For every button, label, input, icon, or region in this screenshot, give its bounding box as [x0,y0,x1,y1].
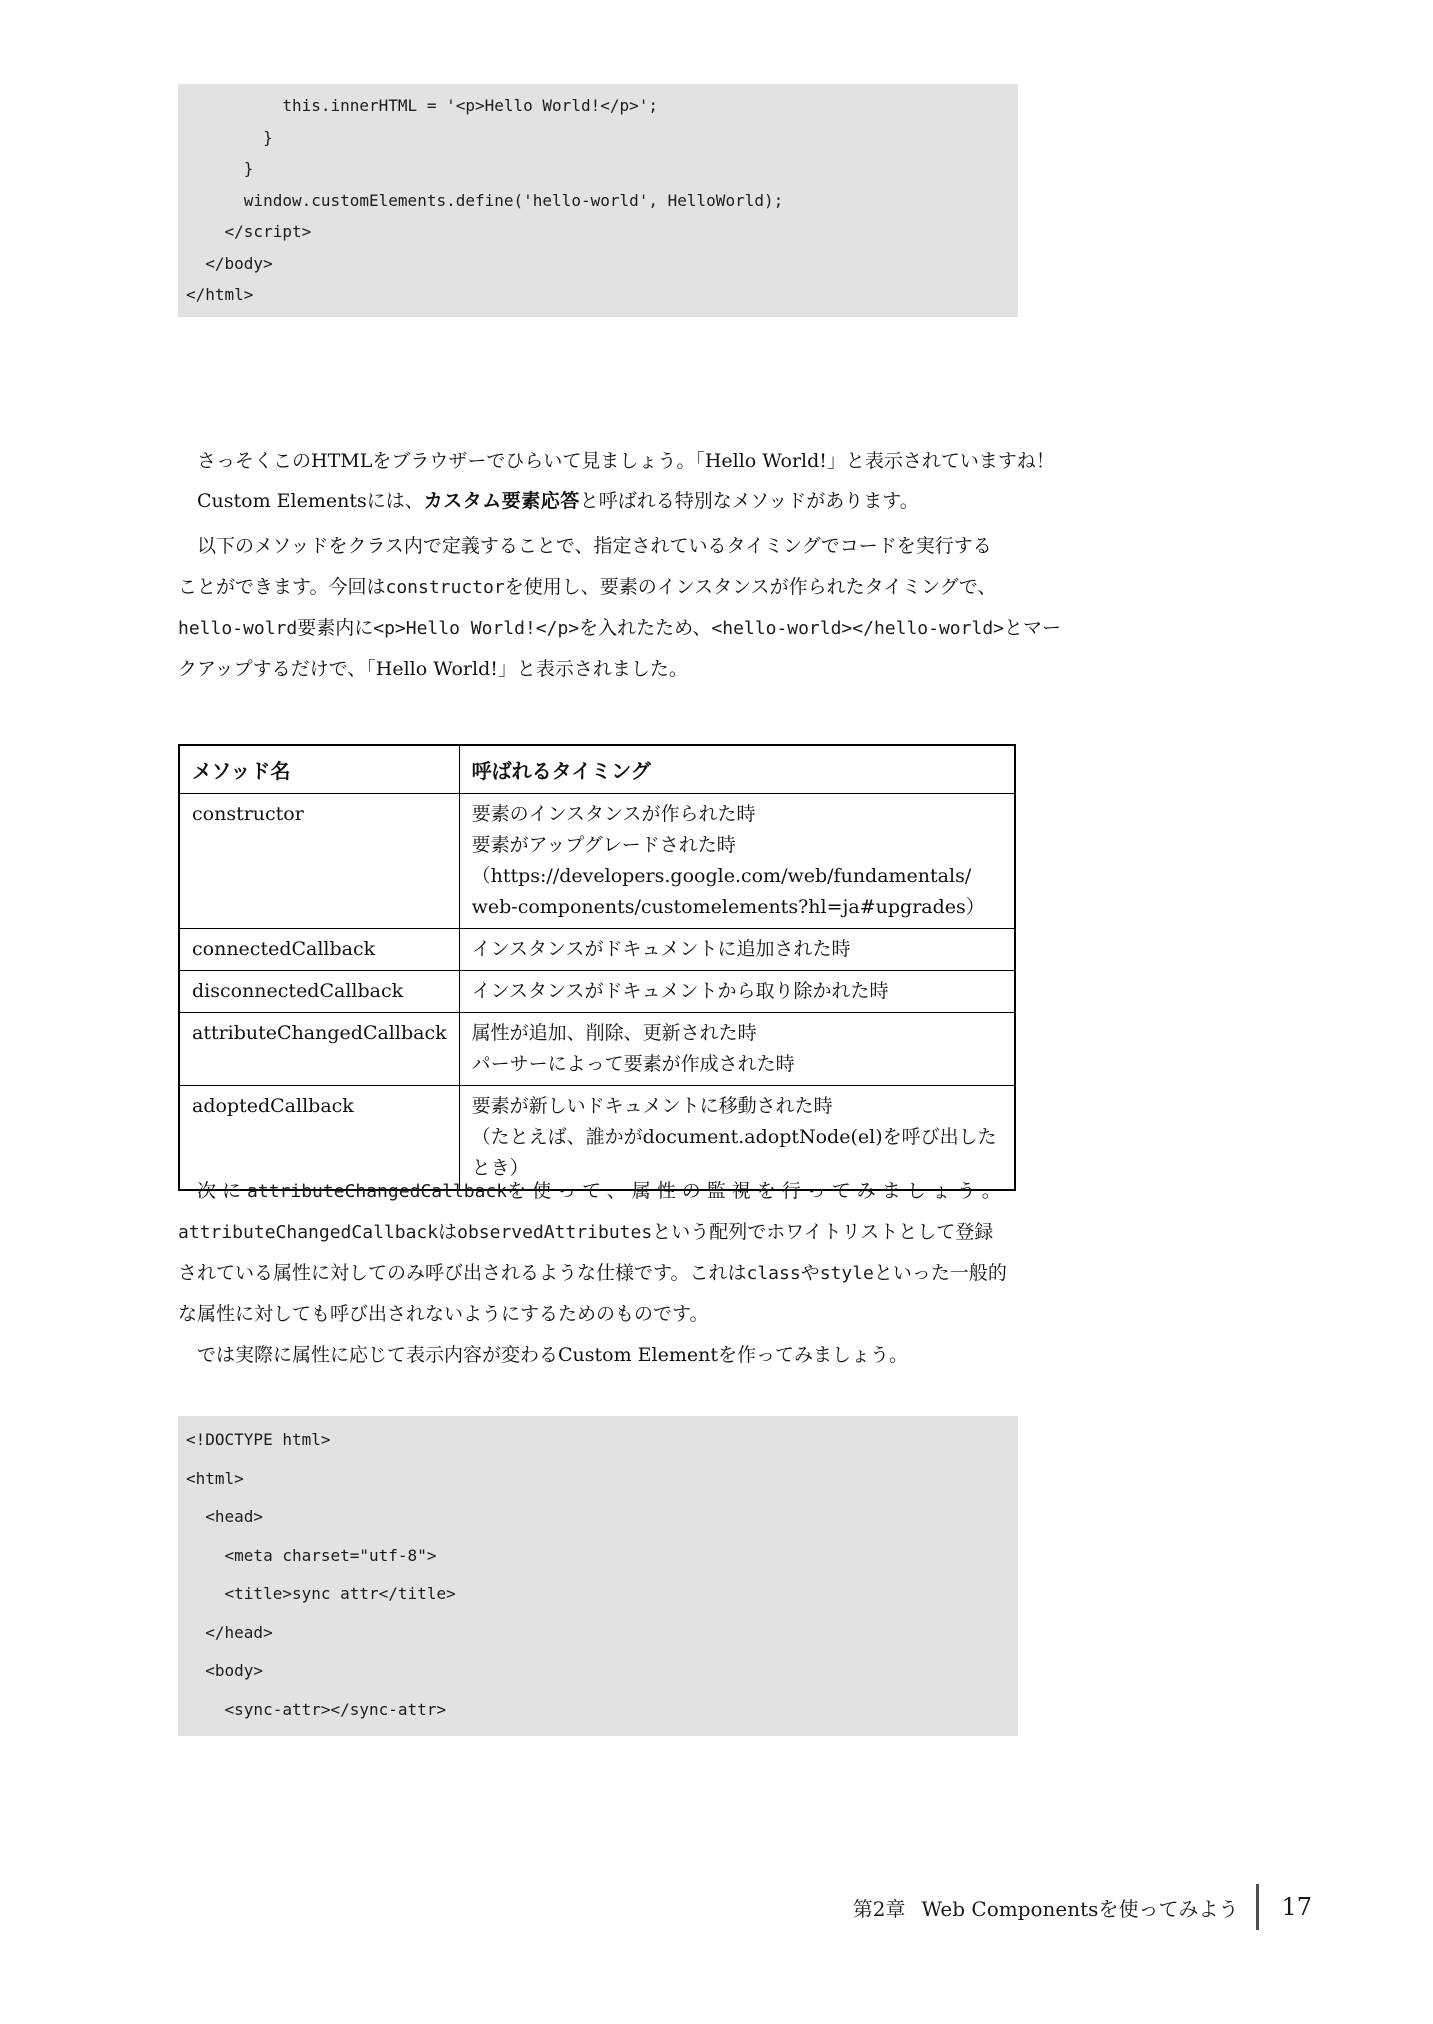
timing-line: 要素が新しいドキュメントに移動された時 [471,1095,833,1117]
timing-line: インスタンスがドキュメントから取り除かれた時 [471,980,889,1002]
method-name-cell: disconnectedCallback [179,971,459,1013]
timing-cell [459,971,1015,1013]
timing-line: パーサーによって要素が作成された時 [471,1053,795,1075]
code-line: this.innerHTML = '<p>Hello World!</p>'; [186,96,659,115]
code-line: } [186,127,273,147]
inline-code: attributeChangedCallback [247,1181,508,1202]
code-line: </script> [186,222,312,241]
body-text: を使って、属性の監視を行ってみましょう。 [507,1180,1007,1202]
paragraph-methods [178,526,1062,690]
table-row [179,971,1015,1013]
code-line: <meta charset="utf-8"> [186,1545,437,1565]
table-header-cell: メソッド名 [179,745,459,794]
text-line [178,567,1024,608]
body-text: 次に [197,1180,248,1202]
timing-cell [459,1013,1015,1086]
text-line [178,481,1024,521]
text-line [178,1171,1024,1212]
body-text: は [438,1221,458,1243]
table-header-cell: 呼ばれるタイミング [459,745,1015,794]
body-text: とマー [1004,617,1062,639]
timing-line: 属性が追加、削除、更新された時 [471,1022,757,1044]
timing-line: （https://developers.google.com/web/fundamentals/ [471,865,972,887]
body-text: という配列でホワイトリストとして登録 [652,1221,994,1243]
inline-code: <p>Hello World!</p> [373,618,580,639]
emphasized-term: カスタム要素応答 [423,490,580,512]
timing-line: web-components/customelements?hl=ja#upgrades） [471,896,985,918]
table-row [179,929,1015,971]
body-text: な属性に対しても呼び出されないようにするためのものです。 [178,1303,709,1325]
code-line: window.customElements.define('hello-world', HelloWorld); [186,190,784,210]
text-line [178,1212,1024,1253]
text-line [178,1335,1024,1376]
footer-divider [1256,1884,1259,1930]
body-text: を使用し、要素のインスタンスが作られたタイミングで、 [504,576,997,598]
inline-code: hello-wolrd [178,618,298,639]
code-line: </head> [186,1622,273,1642]
inline-code: class [746,1263,801,1284]
table-row [179,1013,1015,1086]
timing-cell [459,929,1015,971]
body-text: や [800,1262,820,1284]
code-block-sync-attr [178,1416,1018,1736]
code-line: <head> [186,1507,264,1526]
method-name-cell: attributeChangedCallback [179,1013,459,1086]
timing-line: （たとえば、誰かがdocument.adoptNode(el)を呼び出したとき） [471,1126,997,1179]
callback-table [178,744,1016,1191]
code-line: <body> [186,1661,264,1680]
timing-line: 要素のインスタンスが作られた時 [471,803,756,825]
page-footer [853,1884,1312,1930]
inline-code: <hello-world></hello-world> [711,618,1004,639]
code-block-hello-world [178,84,1018,317]
table-header-row [179,745,1015,794]
code-line: <sync-attr></sync-attr> [186,1699,447,1719]
paragraph-attribute-watch [178,1171,1024,1376]
timing-cell [459,794,1015,929]
text-line [178,1253,1024,1294]
body-text: されている属性に対してのみ呼び出されるような仕様です。これは [178,1262,747,1284]
table-row [179,794,1015,929]
code-line: </html> [186,285,254,304]
method-name-cell: constructor [179,794,459,929]
body-text: では実際に属性に応じて表示内容が変わるCustom Elementを作ってみましょう。 [197,1344,908,1366]
code-line: <title>sync attr</title> [186,1584,456,1603]
paragraph-intro [178,441,1055,521]
body-text: Custom Elementsには、 [197,490,424,512]
code-line: </body> [186,253,273,273]
body-text: ことができます。今回は [178,576,386,598]
text-line [178,1294,1024,1335]
code-line: <!DOCTYPE html> [186,1430,331,1449]
code-line: <html> [186,1468,244,1488]
timing-line: 要素がアップグレードされた時 [471,834,736,856]
inline-code: constructor [385,577,505,598]
body-text: 要素内に [297,617,374,639]
inline-code: attributeChangedCallback [178,1222,439,1243]
body-text: を入れたため、 [579,617,712,639]
footer-chapter-title: Web Componentsを使ってみよう [921,1896,1239,1921]
method-name-cell: connectedCallback [179,929,459,971]
body-text: さっそくこのHTMLをブラウザーでひらいて見ましょう。「Hello World!」と表示されていますね！ [197,450,1055,472]
body-text: 以下のメソッドをクラス内で定義することで、指定されているタイミングでコードを実行する [197,535,992,557]
body-text: クアップするだけで、「Hello World!」と表示されました。 [178,658,688,680]
body-text: といった一般的 [873,1262,1007,1284]
footer-chapter: 第2章 [852,1896,906,1921]
text-line [178,608,1062,649]
method-name-cell: adoptedCallback [179,1086,459,1191]
text-line [178,441,1055,481]
page-number: 17 [1281,1893,1312,1921]
text-line [178,649,1024,690]
inline-code: style [819,1263,874,1284]
text-line [178,526,1024,567]
timing-line: インスタンスがドキュメントに追加された時 [471,938,851,960]
inline-code: observedAttributes [457,1222,653,1243]
code-line: } [186,159,254,178]
body-text: と呼ばれる特別なメソッドがあります。 [579,490,919,512]
